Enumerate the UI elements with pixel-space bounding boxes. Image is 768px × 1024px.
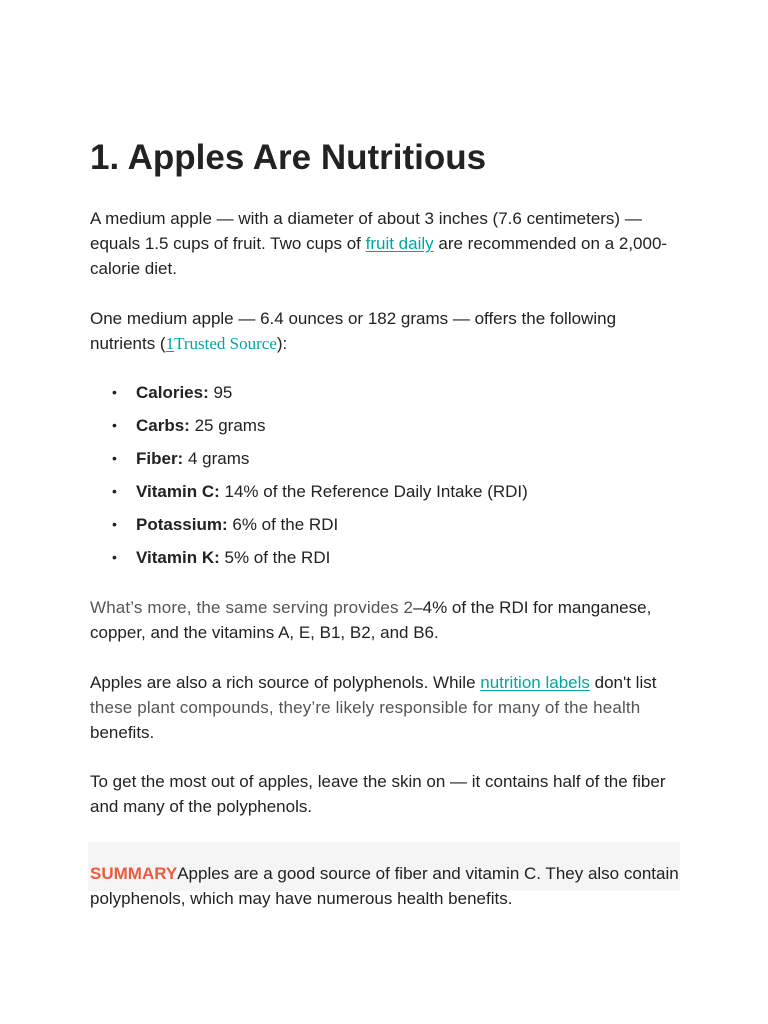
page-title: 1. Apples Are Nutritious: [90, 138, 487, 177]
bullet-icon: •: [112, 384, 117, 400]
paragraph-text: Apples are also a rich source of polyphenols. While: [90, 673, 481, 692]
bullet-icon: •: [112, 483, 117, 499]
nutrient-label: Carbs:: [136, 416, 190, 435]
nutrient-label: Vitamin K:: [136, 548, 220, 567]
nutrient-label: Vitamin C:: [136, 482, 220, 501]
bullet-icon: •: [112, 417, 117, 433]
list-item: [90, 413, 680, 446]
paragraph-text: are recommended on a 2,000-calorie diet.: [90, 234, 668, 278]
paragraph-polyphenols: [90, 670, 680, 745]
nutrient-value: 95: [208, 383, 233, 402]
trusted-source-link[interactable]: [166, 334, 277, 353]
nutrient-value: 4 grams: [183, 449, 250, 468]
paragraph-more-nutrients: [90, 595, 680, 645]
nutrient-value: 5% of the RDI: [219, 548, 331, 567]
paragraph-text: A medium apple — with a diameter of about 3 inches (7.6 centimeters) — equals 1.5 cups of fruit. Two cups of: [90, 209, 642, 253]
nutrient-label: Fiber:: [136, 449, 184, 468]
bullet-icon: •: [112, 516, 117, 532]
paragraph-text: One medium apple — 6.4 ounces or 182 grams — offers the following nutrients (: [90, 309, 617, 353]
paragraph-text: –4% of the RDI for manganese, copper, and the vitamins A, E, B1, B2, and B6.: [90, 598, 652, 642]
bullet-icon: •: [112, 450, 117, 466]
nutrient-value: 25 grams: [189, 416, 266, 435]
list-item: [90, 512, 680, 545]
paragraph-text: benefits.: [90, 723, 155, 742]
reference-number: 1: [165, 334, 175, 353]
paragraph-nutrients-intro: [90, 306, 680, 356]
list-item: [90, 380, 680, 413]
bullet-icon: •: [112, 549, 117, 565]
summary-text: Apples are a good source of fiber and vitamin C. They also contain polyphenols, which may have numerous health benefits.: [90, 864, 679, 908]
summary: [90, 861, 680, 911]
nutrient-list: [90, 380, 680, 578]
list-item: [90, 479, 680, 512]
paragraph-skin: To get the most out of apples, leave the skin on — it contains half of the fiber and many of the polyphenols.: [90, 772, 666, 816]
list-item: [90, 446, 680, 479]
list-item: [90, 545, 680, 578]
nutrient-label: Calories:: [136, 383, 209, 402]
nutrition-labels-link[interactable]: nutrition labels: [480, 673, 590, 692]
summary-label: SUMMARY: [90, 864, 178, 883]
paragraph-text: ):: [276, 334, 288, 353]
nutrient-label: Potassium:: [136, 515, 228, 534]
fruit-daily-link[interactable]: fruit daily: [365, 234, 434, 253]
paragraph-text: don't list: [589, 673, 657, 692]
paragraph-text: What’s more, the same serving provides 2: [90, 598, 414, 617]
trusted-source-label: Trusted Source: [174, 334, 277, 353]
nutrient-value: 14% of the Reference Daily Intake (RDI): [219, 482, 528, 501]
paragraph-apple-size: [90, 206, 680, 281]
nutrient-value: 6% of the RDI: [227, 515, 339, 534]
paragraph-text: these plant compounds, they’re likely responsible for many of the health: [90, 698, 641, 717]
